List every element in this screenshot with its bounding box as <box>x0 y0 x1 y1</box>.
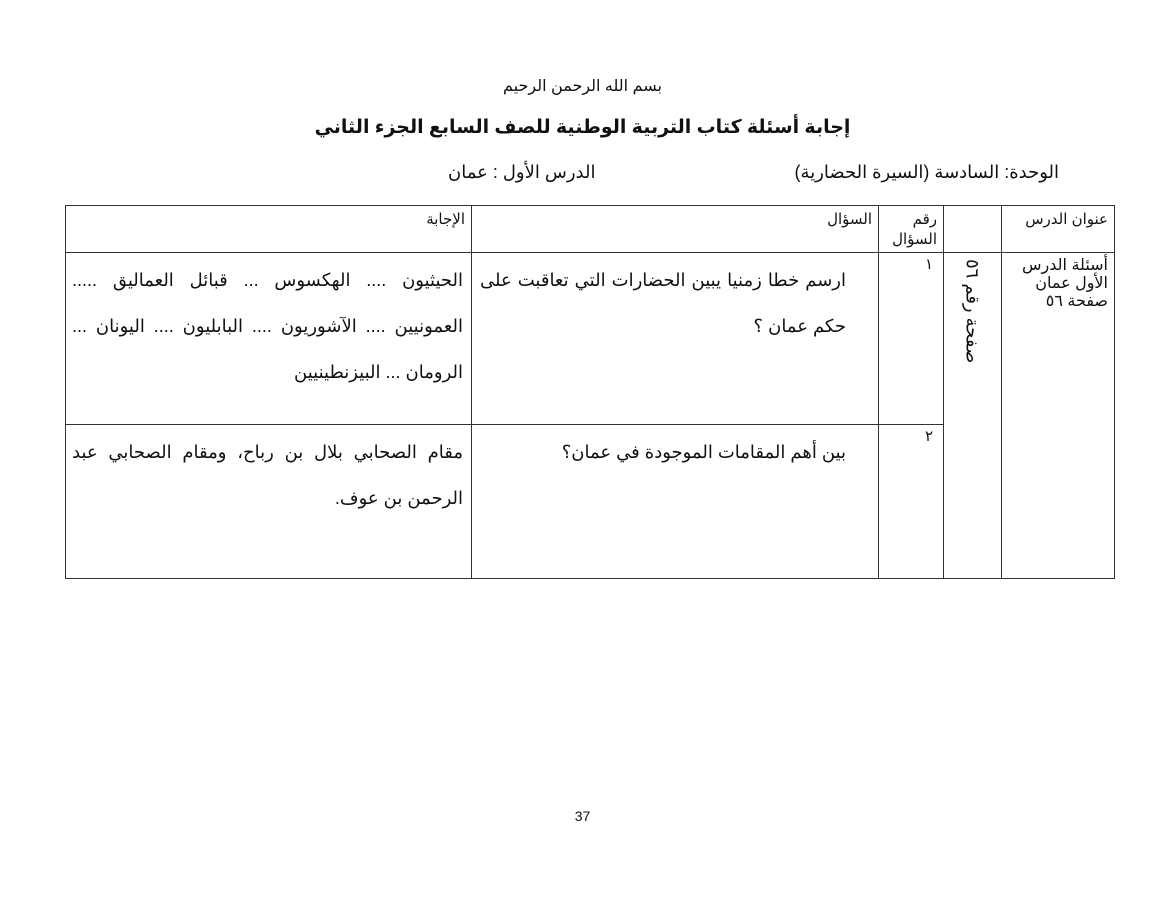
page-title: إجابة أسئلة كتاب التربية الوطنية للصف السابع الجزء الثاني <box>314 117 851 138</box>
lesson-label: الدرس الأول : عمان <box>448 162 596 182</box>
lesson-title-cell: أسئلة الدرس الأول عمان صفحة ٥٦ <box>1002 253 1115 579</box>
question-text <box>472 253 879 425</box>
qa-table <box>65 205 1115 579</box>
answer-text: مقام الصحابي بلال بن رباح، ومقام الصحابي عبد الرحمن بن عوف. <box>66 425 472 579</box>
header-page <box>944 206 1002 253</box>
table-row <box>66 253 1115 425</box>
question-text <box>472 425 879 579</box>
basmala: بسم الله الرحمن الرحيم <box>503 78 662 95</box>
page-number: 37 <box>574 808 591 824</box>
unit-label: الوحدة: السادسة (السيرة الحضارية) <box>794 162 1059 182</box>
question-number: ١ <box>879 253 944 425</box>
header-answer: الإجابة <box>66 206 472 253</box>
header-question: السؤال <box>472 206 879 253</box>
answer-text: الحيثيون .... الهكسوس ... قبائل العماليق ..... العمونيين .... الآشوريون .... البابليون .... اليونان ... الرومان ... البيزنطينيين <box>66 253 472 425</box>
question-text-2: بين أهم المقامات الموجودة في عمان؟ <box>561 442 846 462</box>
header-question-number: رقم السؤال <box>879 206 944 253</box>
page-reference-cell <box>944 253 1002 579</box>
question-number: ٢ <box>879 425 944 579</box>
header-lesson-title: عنوان الدرس <box>1002 206 1115 253</box>
table-header-row <box>66 206 1115 253</box>
question-text-1: ارسم خطا زمنيا يبين الحضارات التي تعاقبت على حكم عمان ؟ <box>480 270 846 336</box>
page-reference: صفحة رقم ٥٦ <box>962 259 983 364</box>
